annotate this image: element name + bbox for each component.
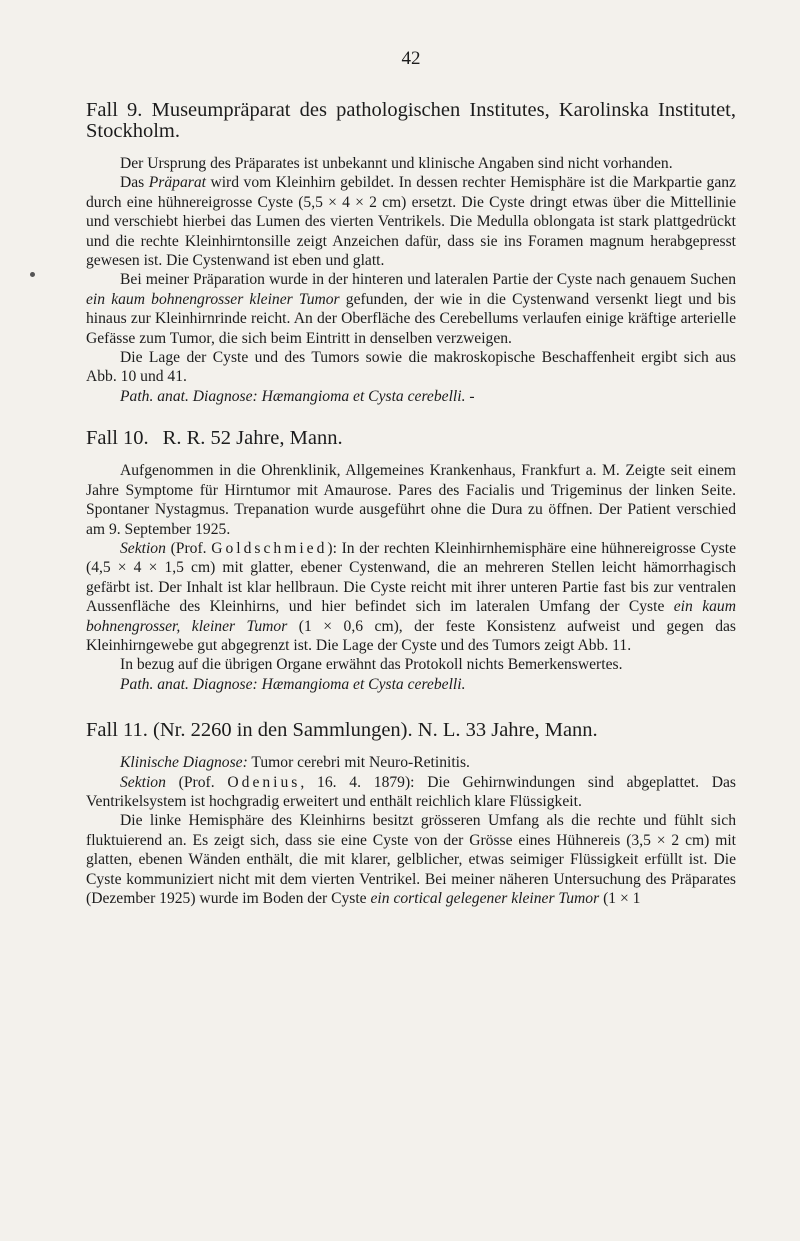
fall10-paragraph-2: Sektion (Prof. Goldschmied): In der rechten Kleinhirnhemisphäre eine hühnereigrosse Cyste (4,5 × 4 × 1,5 cm) mit glatter, ebener Cystenwand, die an mehreren Stellen leicht hämorrhagisch gefärbt ist. Der Inhalt ist klar hellbraun. Die Cyste reicht mit ihrer unteren Partie fast bis zur ventralen Aussenfläche des Kleinhirns, und hier befindet sich im lateralen Umfang der Cyste ein kaum bohnengrosser, kleiner Tumor (1 × 0,6 cm), der feste Konsistenz aufweist und gegen das Kleinhirngewebe gut abgegrenzt ist. Die Lage der Cyste und des Tumors zeigt Abb. 11. [86,539,736,654]
fall11-prof-name: Odenius [227,773,301,791]
margin-dot [30,272,35,277]
fall9-diagnosis: Path. anat. Diagnose: Hæmangioma et Cysta cerebelli. - [120,387,475,405]
fall10-prof-name: Goldschmied [211,539,328,557]
page-number: 42 [401,48,421,69]
fall9-paragraph-1: Der Ursprung des Präparates ist unbekannt und klinische Angaben sind nicht vorhanden. [120,155,673,172]
fall11-clinical-diagnosis: Klinische Diagnose: Tumor cerebri mit Neuro-Retinitis. [120,754,470,772]
fall10-heading: Fall 10. R. R. 52 Jahre, Mann. [86,427,343,450]
fall10-paragraph-3: In bezug auf die übrigen Organe erwähnt das Protokoll nichts Bemerkenswertes. [120,656,623,674]
fall10-paragraph-1: Aufgenommen in die Ohrenklinik, Allgemeines Krankenhaus, Frankfurt a. M. Zeigte seit einem Jahre Symptome für Hirntumor mit Amaurose. Pares des Facialis und Trigeminus der linken Seite. Spontaner Nystagmus. Trepanation wurde ausgeführt ohne die Dura zu öffnen. Der Patient verschied am 9. September 1925. [86,462,736,538]
fall9-paragraph-3: Bei meiner Präparation wurde in der hinteren und lateralen Partie der Cyste nach genauem Suchen ein kaum bohnengrosser kleiner Tumor gefunden, der wie in die Cystenwand versenkt liegt und bis hinaus zur Kleinhirnrinde reicht. An der Oberfläche des Cerebellums verlaufen einige kräftige arterielle Gefässe zum Tumor, die sich beim Eintritt in denselben verzweigen. [86,271,736,347]
fall11-paragraph-2: Die linke Hemisphäre des Kleinhirns besitzt grösseren Umfang als die rechte und fühlt sich fluktuierend an. Es zeigt sich, dass sie eine Cyste von der Grösse eines Hühnereis (3,5 × 2 cm) mit glatten, ebenen Wänden enthält, die mit klarer, gelblicher, etwas seimiger Flüssigkeit erfüllt ist. Die Cyste kommuniziert nicht mit dem vierten Ventrikel. Bei meiner näheren Untersuchung des Präparates (Dezember 1925) wurde im Boden der Cyste ein cortical gelegener kleiner Tumor (1 × 1 [86,812,736,907]
fall9-praeparat-em: Präparat [148,174,206,192]
fall9-paragraph-4: Die Lage der Cyste und des Tumors sowie die makroskopische Beschaffenheit ergibt sich aus Abb. 10 und 41. [86,349,736,386]
fall11-heading: Fall 11. (Nr. 2260 in den Sammlungen). N. L. 33 Jahre, Mann. [86,719,598,742]
fall9-tumor-em: ein kaum bohnengrosser kleiner Tumor [86,290,340,308]
fall9-heading: Fall 9. Museumpräparat des pathologischen Institutes, Karolinska Institutet, Stockholm. [86,99,736,142]
fall10-diagnosis: Path. anat. Diagnose: Hæmangioma et Cysta cerebelli. [120,675,466,693]
fall9-paragraph-2: Das Präparat wird vom Kleinhirn gebildet. In dessen rechter Hemisphäre ist die Markpartie ganz durch eine hühnereigrosse Cyste (5,5 × 4 × 2 cm) ersetzt. Die Cyste dringt etwas über die Mittellinie und verschiebt hierbei das Lumen des vierten Ventrikels. Die Medulla oblongata ist stark plattgedrückt und die rechte Kleinhirntonsille zeigt Anzeichen dafür, dass sie ins Foramen magnum herabgepresst gewesen ist. Die Cystenwand ist eben und glatt. [86,174,736,270]
fall11-paragraph-1: Sektion (Prof. Odenius, 16. 4. 1879): Die Gehirnwindungen sind abgeplattet. Das Ventrikelsystem ist hochgradig erweitert und enthält reichlich klare Flüssigkeit. [86,773,736,810]
